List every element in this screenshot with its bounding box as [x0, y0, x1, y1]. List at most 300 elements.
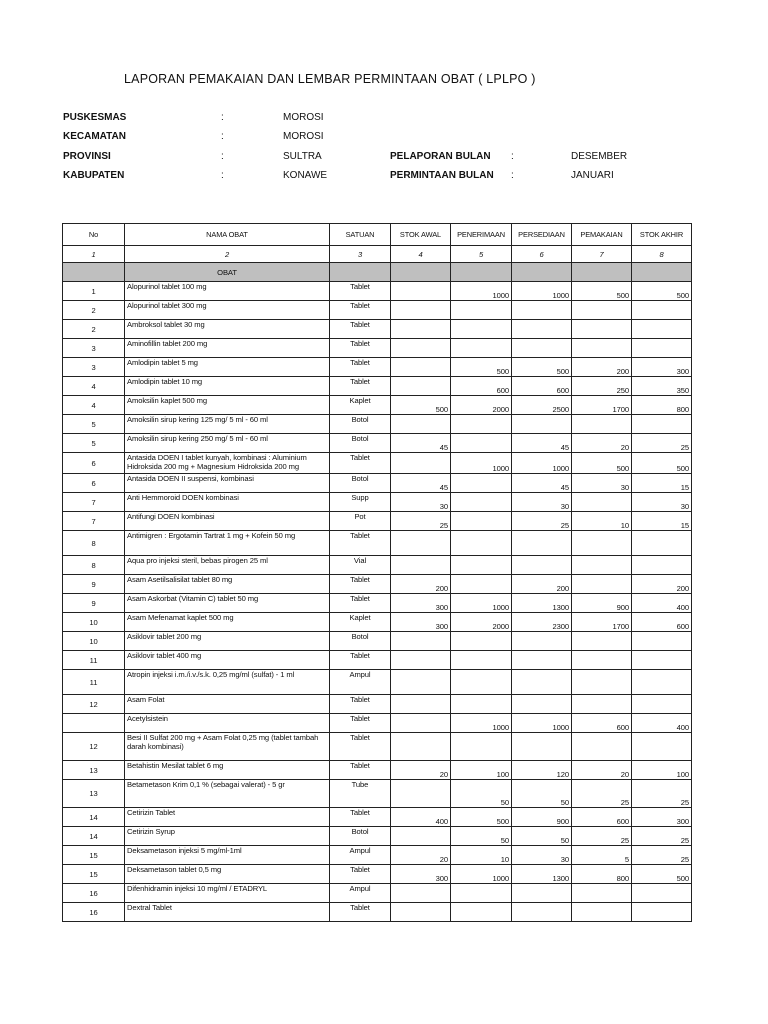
cell-persediaan	[512, 531, 572, 556]
cell-no: 2	[63, 320, 125, 339]
cell-stok-awal	[391, 632, 451, 651]
cell-pemakaian	[572, 320, 632, 339]
cell-persediaan: 45	[512, 434, 572, 453]
cell-pemakaian	[572, 670, 632, 695]
cell-no: 8	[63, 556, 125, 575]
table-row	[63, 903, 692, 922]
cell-nama-obat: Asiklovir tablet 200 mg	[125, 632, 330, 651]
cell-stok-awal: 30	[391, 493, 451, 512]
cell-pemakaian	[572, 531, 632, 556]
table-row	[63, 434, 692, 453]
permintaan-label: PERMINTAAN BULAN	[390, 170, 494, 181]
column-number: 8	[632, 246, 692, 263]
cell-nama-obat: Atropin injeksi i.m./i.v./s.k. 0,25 mg/ml (sulfat) - 1 ml	[125, 670, 330, 695]
cell-nama-obat: Asam Askorbat (Vitamin C) tablet 50 mg	[125, 594, 330, 613]
cell-nama-obat: Betahistin Mesilat tablet 6 mg	[125, 761, 330, 780]
cell-persediaan: 25	[512, 512, 572, 531]
cell-penerimaan	[451, 733, 512, 761]
cell-penerimaan: 1000	[451, 282, 512, 301]
table-row	[63, 695, 692, 714]
cell-persediaan	[512, 301, 572, 320]
cell-persediaan: 50	[512, 780, 572, 808]
table-row	[63, 531, 692, 556]
table-row	[63, 632, 692, 651]
cell-persediaan: 1000	[512, 714, 572, 733]
cell-pemakaian: 25	[572, 780, 632, 808]
cell-stok-awal: 400	[391, 808, 451, 827]
cell-stok-awal	[391, 339, 451, 358]
cell-no: 5	[63, 415, 125, 434]
section-cell	[451, 263, 512, 282]
cell-persediaan	[512, 415, 572, 434]
cell-stok-awal	[391, 651, 451, 670]
cell-stok-awal	[391, 531, 451, 556]
cell-penerimaan: 500	[451, 358, 512, 377]
cell-stok-akhir: 25	[632, 434, 692, 453]
header-row	[63, 224, 692, 246]
cell-stok-akhir	[632, 903, 692, 922]
provinsi-label: PROVINSI	[63, 151, 111, 162]
cell-stok-akhir	[632, 320, 692, 339]
cell-stok-akhir: 300	[632, 808, 692, 827]
cell-penerimaan: 1000	[451, 594, 512, 613]
cell-nama-obat: Asiklovir tablet 400 mg	[125, 651, 330, 670]
cell-penerimaan: 2000	[451, 396, 512, 415]
cell-nama-obat: Cetirizin Tablet	[125, 808, 330, 827]
cell-persediaan: 600	[512, 377, 572, 396]
cell-stok-akhir: 600	[632, 613, 692, 632]
cell-satuan: Botol	[330, 632, 391, 651]
table-row	[63, 884, 692, 903]
cell-stok-akhir: 800	[632, 396, 692, 415]
cell-stok-awal: 45	[391, 434, 451, 453]
cell-pemakaian	[572, 903, 632, 922]
cell-satuan: Ampul	[330, 884, 391, 903]
permintaan-value: JANUARI	[571, 170, 614, 181]
header-stok-awal: STOK AWAL	[391, 224, 451, 246]
kecamatan-value: MOROSI	[283, 131, 324, 142]
table-row	[63, 808, 692, 827]
cell-pemakaian	[572, 493, 632, 512]
table-row	[63, 512, 692, 531]
table-row	[63, 396, 692, 415]
cell-nama-obat: Aminofillin tablet 200 mg	[125, 339, 330, 358]
cell-penerimaan: 100	[451, 761, 512, 780]
cell-stok-akhir: 100	[632, 761, 692, 780]
cell-persediaan	[512, 651, 572, 670]
kabupaten-value: KONAWE	[283, 170, 328, 181]
cell-persediaan	[512, 670, 572, 695]
cell-persediaan: 1000	[512, 282, 572, 301]
cell-persediaan	[512, 733, 572, 761]
cell-persediaan: 200	[512, 575, 572, 594]
cell-no: 6	[63, 453, 125, 474]
section-cell	[512, 263, 572, 282]
cell-stok-akhir	[632, 556, 692, 575]
table-row	[63, 594, 692, 613]
cell-pemakaian: 600	[572, 714, 632, 733]
cell-satuan: Tablet	[330, 358, 391, 377]
cell-stok-awal: 20	[391, 761, 451, 780]
cell-pemakaian	[572, 651, 632, 670]
cell-no: 7	[63, 512, 125, 531]
header-stok-akhir: STOK AKHIR	[632, 224, 692, 246]
cell-no: 14	[63, 808, 125, 827]
table-row	[63, 846, 692, 865]
meta-colon: :	[221, 170, 224, 181]
cell-pemakaian: 500	[572, 453, 632, 474]
header-satuan: SATUAN	[330, 224, 391, 246]
meta-colon: :	[511, 151, 514, 162]
cell-pemakaian: 500	[572, 282, 632, 301]
puskesmas-label: PUSKESMAS	[63, 112, 127, 123]
cell-stok-akhir	[632, 884, 692, 903]
table-row	[63, 865, 692, 884]
cell-persediaan	[512, 556, 572, 575]
cell-penerimaan: 1000	[451, 714, 512, 733]
cell-pemakaian	[572, 695, 632, 714]
column-number: 3	[330, 246, 391, 263]
cell-satuan: Tablet	[330, 733, 391, 761]
cell-no: 8	[63, 531, 125, 556]
cell-nama-obat: Dextral Tablet	[125, 903, 330, 922]
cell-persediaan: 1300	[512, 594, 572, 613]
cell-nama-obat: Antimigren : Ergotamin Tartrat 1 mg + Kofein 50 mg	[125, 531, 330, 556]
cell-pemakaian: 30	[572, 474, 632, 493]
pelaporan-label: PELAPORAN BULAN	[390, 151, 491, 162]
section-cell	[572, 263, 632, 282]
pelaporan-value: DESEMBER	[571, 151, 628, 162]
cell-stok-akhir: 25	[632, 827, 692, 846]
cell-pemakaian: 250	[572, 377, 632, 396]
cell-nama-obat: Difenhidramin injeksi 10 mg/ml / ETADRYL	[125, 884, 330, 903]
cell-stok-akhir: 25	[632, 780, 692, 808]
cell-persediaan: 30	[512, 846, 572, 865]
cell-no: 10	[63, 632, 125, 651]
cell-nama-obat: Ambroksol tablet 30 mg	[125, 320, 330, 339]
cell-stok-akhir: 200	[632, 575, 692, 594]
cell-satuan: Supp	[330, 493, 391, 512]
table-row	[63, 377, 692, 396]
cell-no: 9	[63, 575, 125, 594]
cell-no: 2	[63, 301, 125, 320]
cell-penerimaan	[451, 415, 512, 434]
cell-stok-akhir	[632, 339, 692, 358]
cell-stok-awal: 300	[391, 613, 451, 632]
cell-no: 4	[63, 377, 125, 396]
table-row	[63, 714, 692, 733]
cell-satuan: Botol	[330, 474, 391, 493]
cell-satuan: Tablet	[330, 453, 391, 474]
cell-stok-akhir	[632, 415, 692, 434]
cell-persediaan	[512, 339, 572, 358]
table-row	[63, 493, 692, 512]
cell-satuan: Vial	[330, 556, 391, 575]
cell-no: 1	[63, 282, 125, 301]
kabupaten-label: KABUPATEN	[63, 170, 125, 181]
table-row	[63, 358, 692, 377]
header-no: No	[63, 224, 125, 246]
cell-penerimaan	[451, 651, 512, 670]
cell-penerimaan: 10	[451, 846, 512, 865]
cell-stok-awal	[391, 695, 451, 714]
cell-stok-akhir: 500	[632, 282, 692, 301]
cell-no: 11	[63, 670, 125, 695]
cell-penerimaan: 2000	[451, 613, 512, 632]
table-row	[63, 339, 692, 358]
cell-no: 12	[63, 733, 125, 761]
meta-colon: :	[221, 151, 224, 162]
cell-nama-obat: Deksametason injeksi 5 mg/ml-1ml	[125, 846, 330, 865]
cell-no: 12	[63, 695, 125, 714]
table-row	[63, 733, 692, 761]
cell-persediaan: 45	[512, 474, 572, 493]
cell-penerimaan	[451, 903, 512, 922]
cell-persediaan: 500	[512, 358, 572, 377]
cell-nama-obat: Asam Asetilsalisilat tablet 80 mg	[125, 575, 330, 594]
cell-persediaan: 30	[512, 493, 572, 512]
cell-no: 10	[63, 613, 125, 632]
table-row	[63, 670, 692, 695]
cell-stok-awal	[391, 556, 451, 575]
cell-persediaan	[512, 632, 572, 651]
cell-stok-awal	[391, 733, 451, 761]
cell-stok-akhir: 500	[632, 453, 692, 474]
cell-no: 15	[63, 846, 125, 865]
cell-stok-awal	[391, 827, 451, 846]
cell-satuan: Botol	[330, 827, 391, 846]
cell-satuan: Botol	[330, 415, 391, 434]
table-row	[63, 651, 692, 670]
cell-penerimaan: 50	[451, 780, 512, 808]
cell-satuan: Tablet	[330, 695, 391, 714]
cell-no: 3	[63, 358, 125, 377]
section-row	[63, 263, 692, 282]
cell-pemakaian	[572, 415, 632, 434]
table-row	[63, 320, 692, 339]
cell-penerimaan	[451, 884, 512, 903]
cell-persediaan: 1000	[512, 453, 572, 474]
meta-colon: :	[511, 170, 514, 181]
cell-satuan: Tablet	[330, 651, 391, 670]
cell-no: 7	[63, 493, 125, 512]
cell-penerimaan	[451, 301, 512, 320]
cell-no: 9	[63, 594, 125, 613]
cell-stok-akhir: 25	[632, 846, 692, 865]
cell-nama-obat: Amlodipin tablet 5 mg	[125, 358, 330, 377]
cell-penerimaan: 50	[451, 827, 512, 846]
table-row	[63, 761, 692, 780]
cell-no: 3	[63, 339, 125, 358]
cell-nama-obat: Antasida DOEN II suspensi, kombinasi	[125, 474, 330, 493]
cell-pemakaian: 1700	[572, 613, 632, 632]
cell-satuan: Tablet	[330, 575, 391, 594]
table-row	[63, 780, 692, 808]
table-row	[63, 613, 692, 632]
column-number-row	[63, 246, 692, 263]
cell-penerimaan	[451, 695, 512, 714]
column-number: 2	[125, 246, 330, 263]
cell-pemakaian: 900	[572, 594, 632, 613]
cell-satuan: Tablet	[330, 865, 391, 884]
cell-stok-akhir: 400	[632, 714, 692, 733]
cell-satuan: Ampul	[330, 846, 391, 865]
cell-penerimaan	[451, 632, 512, 651]
cell-nama-obat: Alopurinol tablet 100 mg	[125, 282, 330, 301]
cell-persediaan	[512, 320, 572, 339]
cell-pemakaian	[572, 339, 632, 358]
cell-stok-awal	[391, 903, 451, 922]
cell-satuan: Tablet	[330, 282, 391, 301]
cell-satuan: Tablet	[330, 594, 391, 613]
header-penerimaan: PENERIMAAN	[451, 224, 512, 246]
cell-nama-obat: Alopurinol tablet 300 mg	[125, 301, 330, 320]
table-row	[63, 827, 692, 846]
cell-no: 13	[63, 761, 125, 780]
cell-penerimaan	[451, 531, 512, 556]
cell-persediaan: 900	[512, 808, 572, 827]
cell-nama-obat: Besi II Sulfat 200 mg + Asam Folat 0,25 mg (tablet tambah darah kombinasi)	[125, 733, 330, 761]
cell-pemakaian: 200	[572, 358, 632, 377]
cell-stok-awal	[391, 670, 451, 695]
cell-stok-akhir	[632, 531, 692, 556]
cell-stok-akhir	[632, 670, 692, 695]
cell-stok-akhir: 15	[632, 474, 692, 493]
header-nama-obat: NAMA OBAT	[125, 224, 330, 246]
cell-pemakaian	[572, 301, 632, 320]
cell-nama-obat: Asam Mefenamat kaplet 500 mg	[125, 613, 330, 632]
cell-stok-akhir: 30	[632, 493, 692, 512]
cell-stok-akhir	[632, 651, 692, 670]
cell-satuan: Tablet	[330, 714, 391, 733]
cell-no: 14	[63, 827, 125, 846]
cell-nama-obat: Amoksilin sirup kering 250 mg/ 5 ml - 60 ml	[125, 434, 330, 453]
cell-persediaan	[512, 695, 572, 714]
cell-stok-akhir: 500	[632, 865, 692, 884]
cell-nama-obat: Amoksilin kaplet 500 mg	[125, 396, 330, 415]
cell-nama-obat: Antasida DOEN I tablet kunyah, kombinasi : Aluminium Hidroksida 200 mg + Magnesium Hidroksida 200 mg	[125, 453, 330, 474]
provinsi-value: SULTRA	[283, 151, 322, 162]
cell-stok-awal	[391, 282, 451, 301]
column-number: 5	[451, 246, 512, 263]
cell-penerimaan	[451, 474, 512, 493]
cell-stok-awal: 300	[391, 865, 451, 884]
cell-pemakaian: 25	[572, 827, 632, 846]
cell-stok-akhir	[632, 695, 692, 714]
cell-persediaan: 2500	[512, 396, 572, 415]
cell-penerimaan: 1000	[451, 453, 512, 474]
cell-satuan: Botol	[330, 434, 391, 453]
cell-nama-obat: Cetirizin Syrup	[125, 827, 330, 846]
kecamatan-label: KECAMATAN	[63, 131, 126, 142]
cell-satuan: Pot	[330, 512, 391, 531]
cell-pemakaian: 10	[572, 512, 632, 531]
cell-satuan: Tablet	[330, 761, 391, 780]
cell-pemakaian: 600	[572, 808, 632, 827]
cell-pemakaian	[572, 733, 632, 761]
cell-pemakaian: 5	[572, 846, 632, 865]
cell-stok-akhir	[632, 733, 692, 761]
cell-penerimaan: 1000	[451, 865, 512, 884]
meta-colon: :	[221, 131, 224, 142]
cell-nama-obat: Asam Folat	[125, 695, 330, 714]
cell-stok-akhir: 350	[632, 377, 692, 396]
cell-satuan: Tablet	[330, 301, 391, 320]
section-cell	[63, 263, 125, 282]
cell-satuan: Tablet	[330, 339, 391, 358]
cell-nama-obat: Aqua pro injeksi steril, bebas pirogen 25 ml	[125, 556, 330, 575]
cell-persediaan	[512, 903, 572, 922]
cell-pemakaian: 20	[572, 434, 632, 453]
cell-no	[63, 714, 125, 733]
cell-nama-obat: Anti Hemmoroid DOEN kombinasi	[125, 493, 330, 512]
cell-penerimaan	[451, 575, 512, 594]
table-row	[63, 556, 692, 575]
cell-no: 4	[63, 396, 125, 415]
cell-nama-obat: Deksametason tablet 0,5 mg	[125, 865, 330, 884]
cell-persediaan	[512, 884, 572, 903]
cell-persediaan: 50	[512, 827, 572, 846]
cell-stok-awal: 45	[391, 474, 451, 493]
cell-satuan: Tablet	[330, 903, 391, 922]
cell-satuan: Ampul	[330, 670, 391, 695]
table-row	[63, 282, 692, 301]
cell-pemakaian	[572, 556, 632, 575]
column-number: 6	[512, 246, 572, 263]
cell-persediaan: 1300	[512, 865, 572, 884]
table-row	[63, 453, 692, 474]
cell-stok-awal	[391, 453, 451, 474]
cell-penerimaan	[451, 320, 512, 339]
cell-satuan: Tablet	[330, 531, 391, 556]
section-title: OBAT	[125, 263, 330, 282]
section-cell	[391, 263, 451, 282]
cell-stok-awal: 500	[391, 396, 451, 415]
cell-stok-awal: 25	[391, 512, 451, 531]
cell-nama-obat: Amlodipin tablet 10 mg	[125, 377, 330, 396]
cell-pemakaian	[572, 884, 632, 903]
header-persediaan: PERSEDIAAN	[512, 224, 572, 246]
cell-no: 16	[63, 884, 125, 903]
table-row	[63, 415, 692, 434]
cell-pemakaian: 800	[572, 865, 632, 884]
cell-stok-awal	[391, 320, 451, 339]
cell-persediaan: 2300	[512, 613, 572, 632]
table-row	[63, 474, 692, 493]
cell-stok-akhir	[632, 301, 692, 320]
cell-penerimaan	[451, 493, 512, 512]
cell-no: 15	[63, 865, 125, 884]
cell-stok-akhir: 300	[632, 358, 692, 377]
section-cell	[330, 263, 391, 282]
cell-no: 5	[63, 434, 125, 453]
cell-no: 13	[63, 780, 125, 808]
cell-nama-obat: Acetylsistein	[125, 714, 330, 733]
column-number: 7	[572, 246, 632, 263]
cell-satuan: Tablet	[330, 377, 391, 396]
cell-no: 16	[63, 903, 125, 922]
table-row	[63, 301, 692, 320]
cell-stok-awal	[391, 358, 451, 377]
cell-nama-obat: Antifungi DOEN kombinasi	[125, 512, 330, 531]
cell-satuan: Tablet	[330, 808, 391, 827]
cell-penerimaan	[451, 434, 512, 453]
cell-stok-awal	[391, 780, 451, 808]
cell-satuan: Tube	[330, 780, 391, 808]
header-pemakaian: PEMAKAIAN	[572, 224, 632, 246]
cell-penerimaan: 600	[451, 377, 512, 396]
puskesmas-value: MOROSI	[283, 112, 324, 123]
